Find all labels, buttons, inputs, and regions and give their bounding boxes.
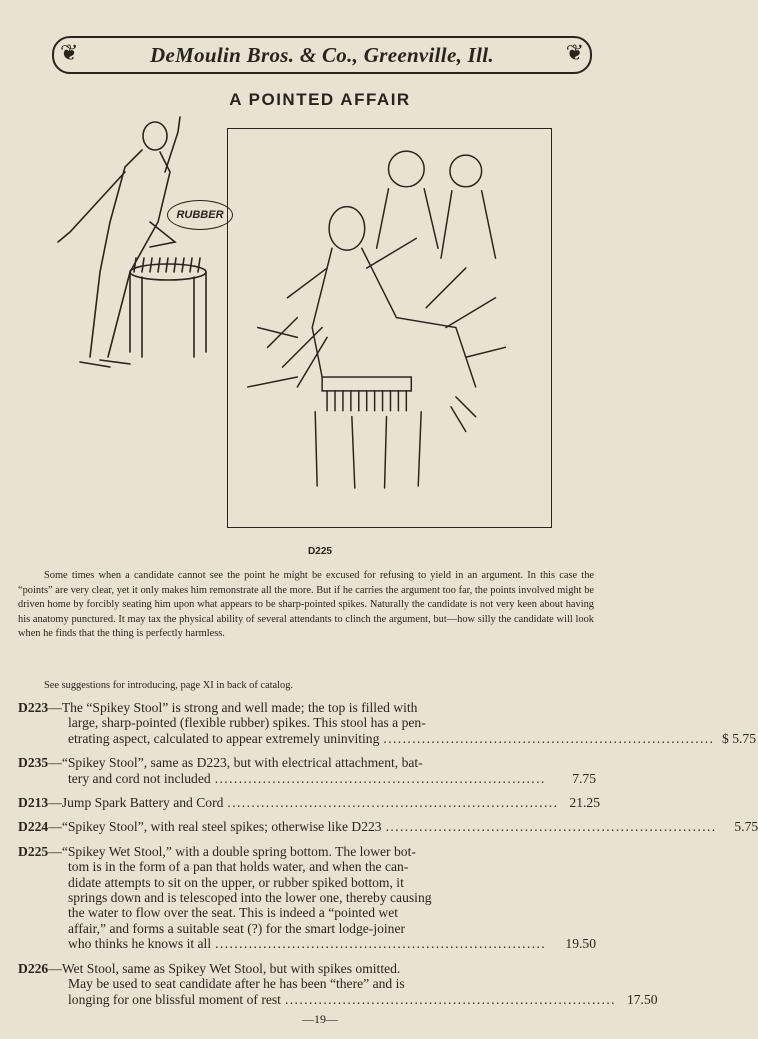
- item-price: 21.25: [569, 795, 600, 811]
- item-text: —Jump Spark Battery and Cord: [48, 795, 224, 811]
- scroll-ornament-icon: ❦: [60, 40, 79, 65]
- leader-dots: [285, 992, 614, 1007]
- candidate-on-spikey-stool-illustration: [228, 129, 550, 526]
- man-with-spiked-stool-illustration: [30, 112, 230, 382]
- description-paragraph: Some times when a candidate cannot see the point he might be excused for refusing to yield in an argument. In this case the “points” are very clear, yet it only makes him remonstrate all the more. But if he carries the argument too far, the points involved might be driven home by forcibly seating him upon what appears to be sharp-pointed spikes. Naturally the candidate is not very keen about having his anatomy punctured. It may tax the physical ability of several attendants to clinch the argument, but—how silly the candidate will look when he finds that the thing is perfectly harmless.: [18, 570, 594, 640]
- list-item: [18, 960, 658, 1007]
- item-text: —“Spikey Wet Stool,” with a double spring bottom. The lower bot-: [48, 843, 416, 859]
- item-text: etrating aspect, calculated to appear extremely uninviting: [68, 730, 380, 746]
- item-code: D223: [18, 700, 49, 715]
- item-code: D226: [18, 960, 49, 976]
- item-text: longing for one blissful moment of rest: [68, 991, 281, 1007]
- item-text: large, sharp-pointed (flexible rubber) spikes. This stool has a pen-: [68, 715, 426, 731]
- item-code: D235: [18, 755, 49, 771]
- page-number: —19—: [302, 1012, 338, 1026]
- leader-dots: [386, 819, 715, 834]
- framed-illustration: [227, 128, 552, 528]
- item-price: $ 5.75: [722, 730, 756, 746]
- scroll-ornament-icon: ❦: [565, 40, 584, 65]
- rubber-speech-bubble: RUBBER: [167, 200, 233, 230]
- list-item: [18, 755, 596, 786]
- see-note: See suggestions for introducing, page XI in back of catalog.: [44, 680, 294, 691]
- price-list: [18, 700, 758, 1016]
- list-item: [18, 844, 596, 952]
- catalog-header-banner: [52, 36, 592, 74]
- item-code: D224: [18, 819, 49, 835]
- list-item: [18, 700, 756, 746]
- item-text: —The “Spikey Stool” is strong and well made; the top is filled with: [48, 700, 418, 715]
- item-text: —Wet Stool, same as Spikey Wet Stool, but with spikes omitted.: [48, 960, 401, 976]
- item-text: —“Spikey Stool”, with real steel spikes; otherwise like D223: [48, 819, 382, 835]
- leader-dots: [227, 795, 556, 810]
- item-code: D225: [18, 843, 49, 859]
- leader-dots: [215, 936, 552, 951]
- item-text: the water to flow over the seat. This is indeed a “pointed wet: [68, 905, 399, 921]
- item-code: D213: [18, 795, 49, 811]
- item-text: who thinks he knows it all: [68, 936, 212, 952]
- header-text: DeMoulin Bros. & Co., Greenville, Ill.: [150, 42, 494, 67]
- item-text: tom is in the form of a pan that holds water, and when the can-: [68, 859, 409, 875]
- item-price: 7.75: [572, 770, 596, 786]
- leader-dots: [383, 731, 712, 746]
- page-title: A POINTED AFFAIR: [229, 90, 411, 109]
- item-price: 17.50: [626, 991, 658, 1007]
- item-text: didate attempts to sit on the upper, or rubber spiked bottom, it: [68, 874, 404, 890]
- item-text: tery and cord not included: [68, 770, 211, 786]
- illustration-caption: D225: [308, 546, 332, 557]
- item-text: —“Spikey Stool”, same as D223, but with electrical attachment, bat-: [48, 755, 423, 771]
- item-text: springs down and is telescoped into the lower one, thereby causing: [68, 890, 432, 906]
- item-price: 5.75: [734, 819, 758, 835]
- leader-dots: [215, 771, 552, 786]
- list-item: [18, 795, 600, 811]
- item-text: affair,” and forms a suitable seat (?) for the smart lodge-joiner: [68, 920, 406, 936]
- item-price: 19.50: [565, 936, 596, 952]
- item-text: May be used to seat candidate after he has been “there” and is: [68, 976, 405, 992]
- list-item: [18, 819, 758, 835]
